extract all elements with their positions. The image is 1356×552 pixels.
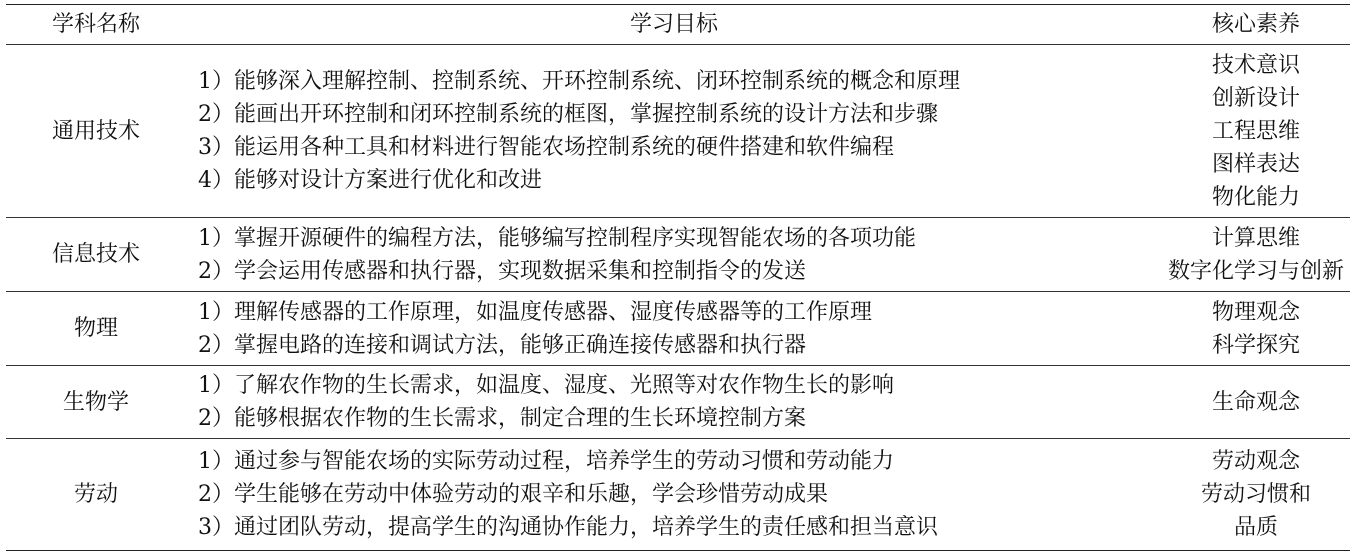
goal-item: 3）能运用各种工具和材料进行智能农场控制系统的硬件搭建和软件编程 (198, 135, 894, 160)
goals-cell (186, 45, 1162, 217)
literacy-item: 劳动习惯和 (1200, 482, 1311, 507)
subject-name: 劳动 (73, 482, 118, 507)
header-goals-label: 学习目标 (629, 12, 718, 37)
goal-item: 1）掌握开源硬件的编程方法，能够编写控制程序实现智能农场的各项功能 (198, 225, 916, 251)
table-row (6, 439, 1350, 550)
goal-item: 3）通过团队劳动，提高学生的沟通协作能力，培养学生的责任感和担当意识 (198, 515, 938, 540)
literacy-item: 图样表达 (1211, 151, 1300, 177)
goal-item: 2）能够根据农作物的生长需求，制定合理的生长环境控制方案 (198, 406, 806, 431)
header-cell-literacy (1162, 5, 1350, 44)
goal-item: 1）通过参与智能农场的实际劳动过程，培养学生的劳动习惯和劳动能力 (198, 449, 894, 474)
literacy-item: 数字化学习与创新 (1167, 258, 1344, 284)
subject-cell (6, 439, 186, 550)
goals-cell (186, 439, 1162, 550)
literacy-cell (1162, 366, 1350, 438)
header-cell-goals (186, 5, 1162, 44)
table-row (6, 218, 1350, 292)
subject-name: 生物学 (62, 389, 129, 415)
literacy-item: 物理观念 (1211, 299, 1300, 325)
table-row (6, 292, 1350, 366)
subject-cell (6, 45, 186, 217)
literacy-item: 计算思维 (1211, 225, 1300, 251)
literacy-cell (1162, 439, 1350, 550)
literacy-item: 技术意识 (1211, 52, 1300, 78)
subject-cell (6, 366, 186, 438)
goal-item: 1）能够深入理解控制、控制系统、开环控制系统、闭环控制系统的概念和原理 (198, 69, 960, 94)
table-header-row (6, 5, 1350, 45)
literacy-cell (1162, 45, 1350, 217)
table-row (6, 366, 1350, 439)
goals-cell (186, 366, 1162, 438)
goal-item: 2）学生能够在劳动中体验劳动的艰辛和乐趣，学会珍惜劳动成果 (198, 482, 828, 507)
goal-item: 4）能够对设计方案进行优化和改进 (198, 168, 542, 193)
literacy-item: 创新设计 (1211, 85, 1300, 111)
literacy-cell (1162, 218, 1350, 291)
goals-cell (186, 292, 1162, 365)
subject-name: 信息技术 (51, 242, 140, 267)
header-cell-subject (6, 5, 186, 44)
subject-name: 物理 (73, 316, 118, 341)
table-row (6, 45, 1350, 218)
literacy-item: 物化能力 (1211, 184, 1300, 210)
goal-item: 2）能画出开环控制和闭环控制系统的框图，掌握控制系统的设计方法和步骤 (198, 102, 938, 127)
header-literacy-label: 核心素养 (1211, 12, 1300, 37)
literacy-item: 工程思维 (1211, 118, 1300, 144)
goal-item: 2）掌握电路的连接和调试方法，能够正确连接传感器和执行器 (198, 332, 806, 358)
subject-name: 通用技术 (51, 118, 140, 144)
subject-cell (6, 292, 186, 365)
literacy-item: 劳动观念 (1211, 449, 1300, 474)
curriculum-table (6, 4, 1350, 551)
goal-item: 1）理解传感器的工作原理，如温度传感器、湿度传感器等的工作原理 (198, 299, 872, 325)
literacy-cell (1162, 292, 1350, 365)
literacy-item: 生命观念 (1211, 389, 1300, 415)
literacy-item: 科学探究 (1211, 332, 1300, 358)
header-subject-label: 学科名称 (51, 12, 140, 37)
goal-item: 1）了解农作物的生长需求，如温度、湿度、光照等对农作物生长的影响 (198, 373, 894, 398)
literacy-item: 品质 (1233, 515, 1278, 540)
goal-item: 2）学会运用传感器和执行器，实现数据采集和控制指令的发送 (198, 258, 806, 284)
goals-cell (186, 218, 1162, 291)
subject-cell (6, 218, 186, 291)
